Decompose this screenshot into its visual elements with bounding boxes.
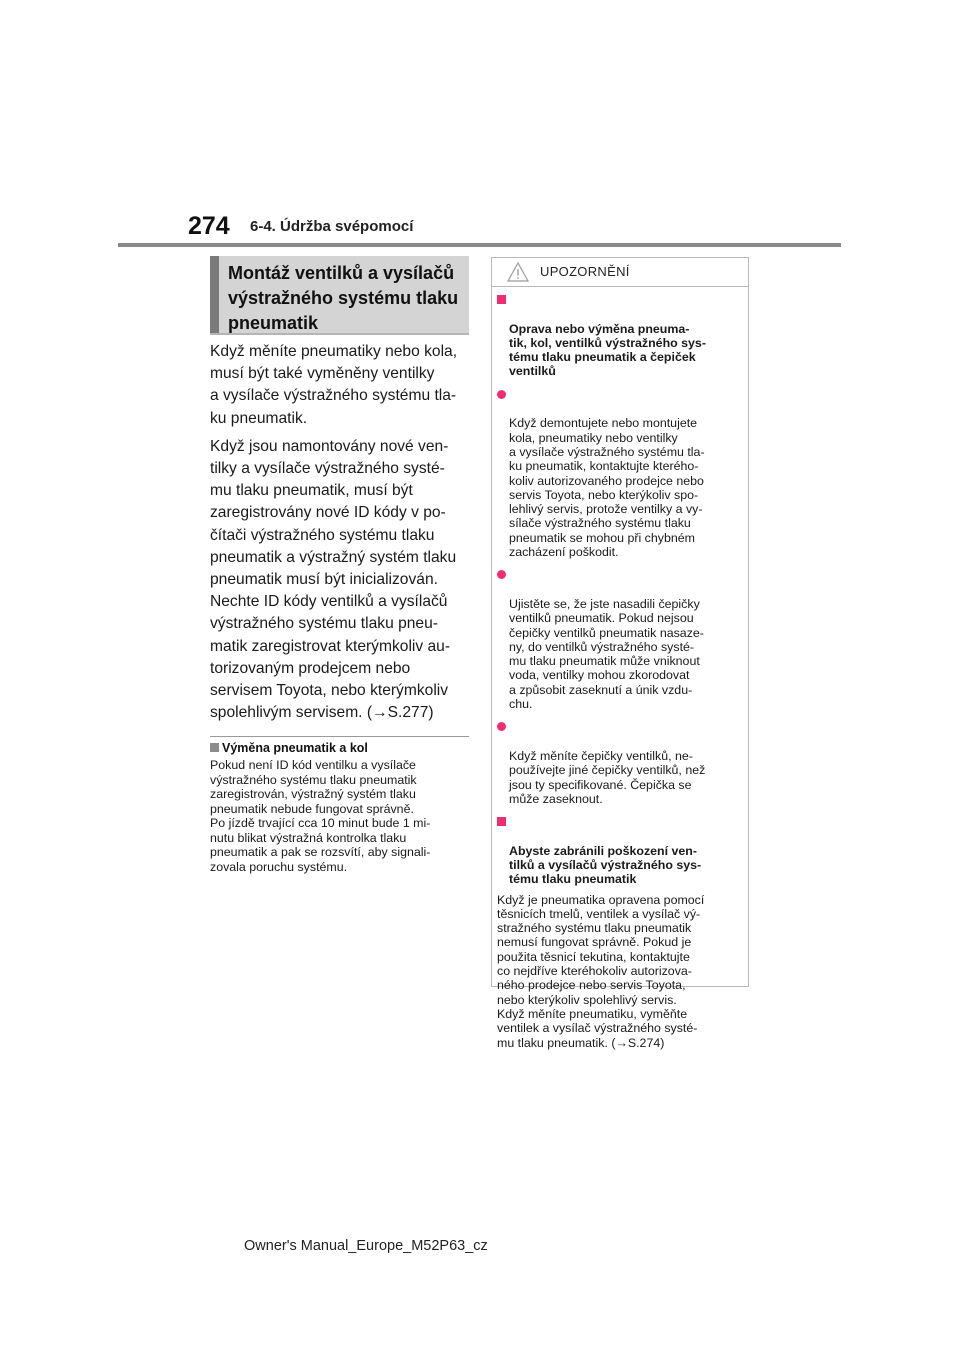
warning-item-2-text: Ujistěte se, že jste nasadili čepičky ventilků pneumatik. Pokud nejsou čepičky ventilků pneumatik nasaze- ny, do ventilků výstražného systé- mu tlaku pneumatik může vniknout voda, ventilky mohou zkorodovat a způsobit zaseknutí a únik vzdu- chu.	[509, 596, 704, 712]
note-heading-label: Výměna pneumatik a kol	[222, 741, 368, 755]
body-text	[210, 341, 469, 730]
warning-paragraph: Když je pneumatika opravena pomocí těsnicích tmelů, ventilek a vysílač vý- stražného systému tlaku pneumatik nemusí fungovat správně. Pokud je použita těsnicí tekutina, kontaktujte co nejdříve kteréhokoliv autorizova- ného prodejce nebo servis Toyota, nebo kterýkoliv spolehlivý servis. Když měníte pneumatiku, vyměňte ventilek a vysílač výstražného systé- mu tlaku pneumatik. (→S.274)	[497, 892, 705, 1050]
pink-bullet-icon	[497, 570, 506, 579]
body-paragraph-2: Když jsou namontovány nové ven- tilky a vysílače výstražného systé- mu tlaku pneumatik, musí být zaregistrovány nové ID kódy v po- čítači výstražného systému tlaku pneumatik a výstražný systém tlaku pneumatik musí být inicializován. Nechte ID kódy ventilků a vysílačů výstražného systému tlaku pneu- matik zaregistrovat kterýmkoliv au- torizovaným prodejcem nebo servisem Toyota, nebo kterýmkoliv spolehlivým servisem. (→S.277)	[210, 437, 457, 722]
pink-bullet-icon	[497, 722, 506, 731]
topic-heading: Montáž ventilků a vysílačů výstražného systému tlaku pneumatik	[228, 263, 459, 333]
warning-triangle-icon	[507, 262, 529, 282]
warning-subheading-2	[497, 815, 745, 886]
page-number: 274	[188, 212, 230, 240]
footer-text: Owner's Manual_Europe_M52P63_cz	[244, 1238, 488, 1254]
note-heading	[210, 741, 469, 755]
pink-square-icon	[497, 295, 506, 304]
body-paragraph-1: Když měníte pneumatiky nebo kola, musí být také vyměněny ventilky a vysílače výstražného systému tla- ku pneumatik.	[210, 343, 458, 427]
warning-content	[497, 293, 745, 1050]
warning-title: UPOZORNĚNÍ	[540, 264, 630, 279]
warning-item-1	[497, 388, 745, 560]
note-body: Pokud není ID kód ventilku a vysílače výstražného systému tlaku pneumatik zaregistrován, výstražný systém tlaku pneumatik nebude fungovat správně. Po jízdě trvající cca 10 minut bude 1 mi- nutu blikat výstražná kontrolka tlaku pneumatik a pak se rozsvítí, aby signali- zovala poruchu systému.	[210, 758, 431, 874]
warning-subheading-2-text: Abyste zabránili poškození ven- tilků a vysílačů výstražného sys- tému tlaku pneumatik	[509, 843, 702, 887]
note-divider	[210, 736, 469, 737]
warning-item-1-text: Když demontujete nebo montujete kola, pneumatiky nebo ventilky a vysílače výstražného systému tla- ku pneumatik, kontaktujte kteréh​o- koliv autorizovaného prodejce nebo servis Toyota, nebo kterýkoliv spo- lehlivý servis, protože ventilky a vy- sílače výstražného systému tlaku pneumatik se mohou při chybném zacházení poškodit.	[509, 416, 705, 560]
pink-square-icon	[497, 817, 506, 826]
topic-heading-box	[210, 256, 469, 333]
warning-item-2	[497, 568, 745, 711]
warning-item-3-text: Když měníte čepičky ventilků, ne- používejte jiné čepičky ventilků, než jsou ty specifikované. Čepička se může zaseknout.	[509, 748, 706, 806]
header-divider	[118, 243, 841, 247]
warning-item-3	[497, 720, 745, 806]
warning-subheading-1-text: Oprava nebo výměna pneuma- tik, kol, ventilků výstražného sys- tému tlaku pneumatik a čepiček ventilků	[509, 321, 706, 379]
heading-underline	[210, 333, 469, 335]
warning-subheading-1	[497, 293, 745, 379]
note-square-icon	[210, 743, 219, 752]
pink-bullet-icon	[497, 390, 506, 399]
section-title: 6-4. Údržba svépomocí	[250, 218, 414, 235]
